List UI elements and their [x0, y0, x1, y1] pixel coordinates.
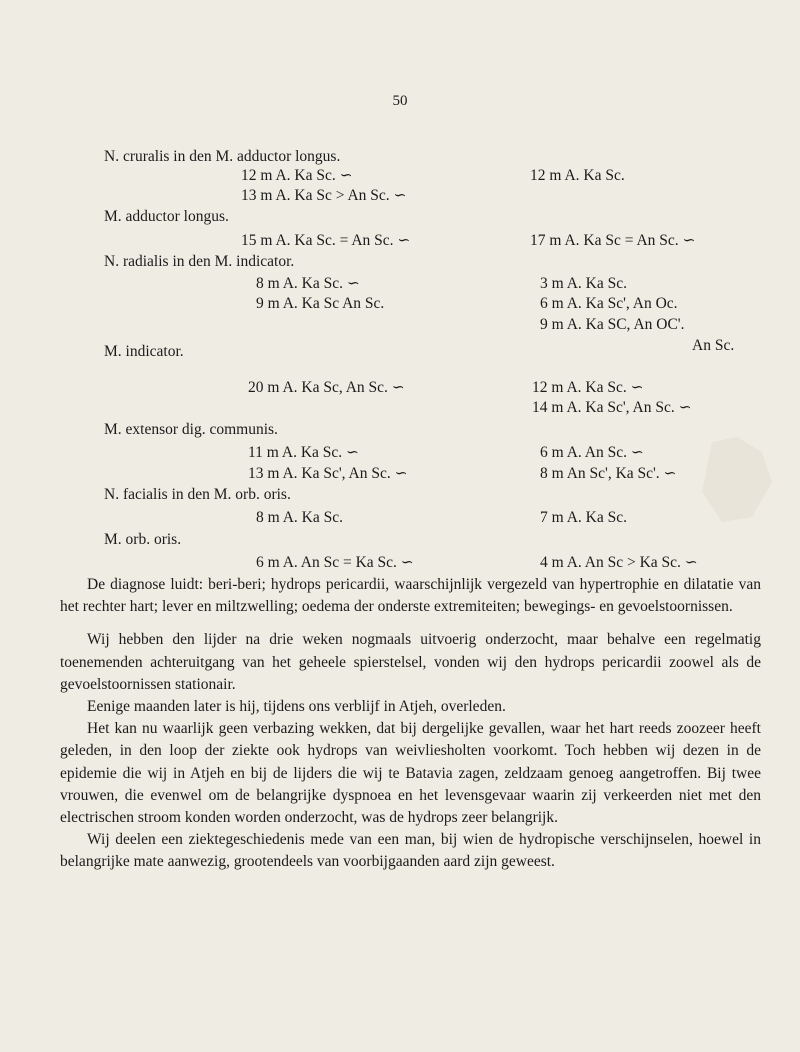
paragraph-death: Eenige maanden later is hij, tijdens ons verblijf in Atjeh, overleden.: [87, 698, 506, 716]
left-measurement: 8 m A. Ka Sc.: [256, 509, 343, 526]
right-measurement: 7 m A. Ka Sc.: [540, 509, 627, 526]
muscle-label: M. extensor dig. communis.: [104, 421, 278, 438]
right-measurement: 17 m A. Ka Sc = An Sc. ∽: [530, 232, 696, 249]
muscle-label: M. indicator.: [104, 343, 184, 360]
left-measurement: 13 m A. Ka Sc', An Sc. ∽: [248, 465, 408, 482]
nerve-muscle-label: N. facialis in den M. orb. oris.: [104, 486, 291, 503]
body-text: [60, 574, 761, 874]
right-measurement: 14 m A. Ka Sc', An Sc. ∽: [532, 399, 692, 416]
right-measurement: 6 m A. Ka Sc', An Oc.: [540, 295, 678, 312]
left-measurement: 11 m A. Ka Sc. ∽: [248, 444, 360, 461]
paragraph-reexamination: Wij hebben den lijder na drie weken nogmaals uitvoerig onderzocht, maar behalve een regelmatig toenemenden achteruitgang van het geheele spierstelsel, vonden wij den hydrops pericardii zoowel als de gevoelstoornissen stationair.: [60, 631, 761, 693]
left-measurement: 13 m A. Ka Sc > An Sc. ∽: [241, 187, 407, 204]
left-measurement: 8 m A. Ka Sc. ∽: [256, 275, 360, 292]
right-measurement: 4 m A. An Sc > Ka Sc. ∽: [540, 554, 698, 571]
right-measurement: 6 m A. An Sc. ∽: [540, 444, 644, 461]
muscle-label: M. orb. oris.: [104, 531, 182, 548]
left-measurement: 9 m A. Ka Sc An Sc.: [256, 295, 385, 312]
right-measurement: 9 m A. Ka SC, An OC'.: [540, 316, 685, 333]
left-measurement: [241, 166, 353, 186]
right-measurement: An Sc.: [692, 337, 735, 354]
right-measurement: 12 m A. Ka Sc. ∽: [532, 379, 644, 396]
nerve-muscle-label: N. radialis in den M. indicator.: [104, 253, 295, 270]
left-measurement: 15 m A. Ka Sc. = An Sc. ∽: [241, 232, 411, 249]
page-number: 50: [392, 93, 408, 109]
measurement-text: 12 m A. Ka Sc. ∽: [241, 167, 353, 184]
right-measurement: 3 m A. Ka Sc.: [540, 275, 627, 292]
paragraph-hydrops: Het kan nu waarlijk geen verbazing wekken, dat bij dergelijke gevallen, waar het hart reeds zoozeer heeft geleden, in den loop der ziekte ook hydrops van weivliesholten voorkomt. Toch hebben wij dezen in de epidemie die wij in Atjeh en bij de lijders die wij te Batavia zagen, zeldzaam genoeg aangetroffen. Bij twee vrouwen, die evenwel om de belangrijke dyspnoea en het levensgevaar waarin zij verkeerden niet met den electrischen stroom konden worden onderzocht, was de hydrops zeer belangrijk.: [60, 720, 761, 827]
paper-stain: [692, 432, 777, 527]
nerve-muscle-label: N. cruralis in den M. adductor longus.: [104, 148, 341, 165]
right-measurement: 8 m An Sc', Ka Sc'. ∽: [540, 465, 677, 482]
right-measurement: 12 m A. Ka Sc.: [530, 167, 625, 184]
paragraph-diagnosis: De diagnose luidt: beri-beri; hydrops pericardii, waarschijnlijk vergezeld van hypertrophie en dilatatie van het rechter hart; lever en miltzwelling; oedema der onderste extremiteiten; bewegings- en gevoelstoornissen.: [60, 576, 761, 616]
paragraph-case-history: Wij deelen een ziektegeschiedenis mede van een man, bij wien de hydropische verschijnselen, hoewel in belangrijke mate aanwezig, grootendeels van voorbijgaanden aard zijn geweest.: [60, 831, 761, 871]
left-measurement: 6 m A. An Sc = Ka Sc. ∽: [256, 554, 414, 571]
muscle-label: M. adductor longus.: [104, 208, 229, 225]
left-measurement: 20 m A. Ka Sc, An Sc. ∽: [248, 379, 405, 396]
